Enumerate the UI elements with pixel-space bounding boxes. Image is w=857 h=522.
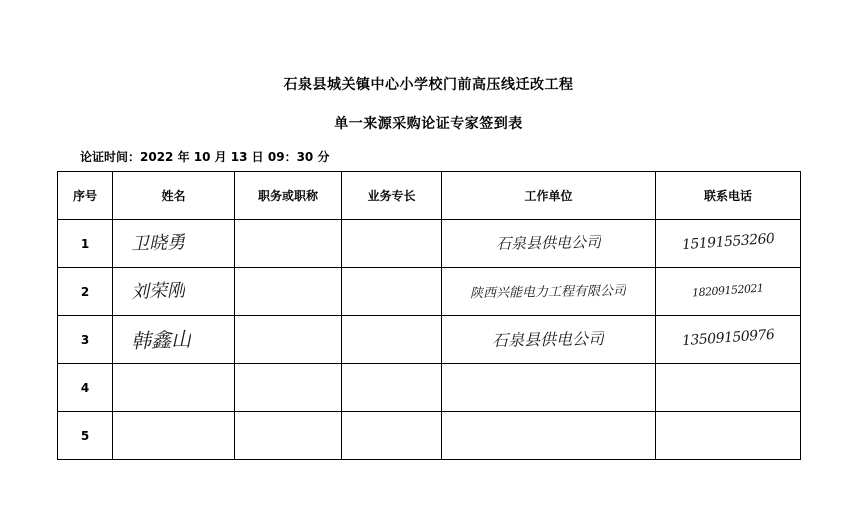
name-cell: [113, 364, 235, 412]
title-cell: [235, 412, 342, 460]
row-number: 5: [58, 412, 113, 460]
specialty-cell: [342, 220, 442, 268]
specialty-cell: [342, 412, 442, 460]
row-number: 2: [58, 268, 113, 316]
name-cell: [113, 268, 235, 316]
unit-signature: 陕西兴能电力工程有限公司: [470, 283, 627, 301]
header-unit: 工作单位: [442, 172, 656, 220]
header-no: 序号: [58, 172, 113, 220]
unit-cell: [442, 220, 656, 268]
phone-cell: [656, 412, 801, 460]
unit-cell: [442, 316, 656, 364]
name-cell: [113, 316, 235, 364]
meeting-time: 论证时间：2022 年 10 月 13 日 09：30 分: [80, 150, 330, 164]
unit-signature: 石泉县供电公司: [495, 232, 602, 253]
unit-cell: [442, 364, 656, 412]
table-row: [58, 412, 801, 460]
title-cell: [235, 364, 342, 412]
document-title: 石泉县城关镇中心小学校门前高压线迁改工程: [283, 77, 574, 93]
unit-cell: [442, 268, 656, 316]
table-row: [58, 268, 801, 316]
title-cell: [235, 220, 342, 268]
phone-signature: 18209152021: [691, 281, 765, 299]
phone-signature: 13509150976: [681, 326, 775, 350]
specialty-cell: [342, 364, 442, 412]
table-header-row: [58, 172, 801, 220]
name-cell: [113, 412, 235, 460]
name-signature: 刘荣刚: [130, 280, 186, 303]
row-number: 4: [58, 364, 113, 412]
specialty-cell: [342, 316, 442, 364]
title-cell: [235, 316, 342, 364]
name-cell: [113, 220, 235, 268]
header-title: 职务或职称: [235, 172, 342, 220]
phone-signature: 15191553260: [681, 230, 775, 254]
phone-cell: [656, 316, 801, 364]
phone-cell: [656, 220, 801, 268]
document-subtitle: 单一来源采购论证专家签到表: [334, 116, 523, 132]
header-specialty: 业务专长: [342, 172, 442, 220]
phone-cell: [656, 364, 801, 412]
row-number: 1: [58, 220, 113, 268]
specialty-cell: [342, 268, 442, 316]
unit-signature: 石泉县供电公司: [492, 328, 605, 350]
phone-cell: [656, 268, 801, 316]
table-row: [58, 316, 801, 364]
table-row: [58, 220, 801, 268]
name-signature: 韩鑫山: [130, 326, 192, 353]
name-signature: 卫晓勇: [130, 232, 186, 255]
sign-in-table: [57, 171, 801, 460]
table-row: [58, 364, 801, 412]
header-name: 姓名: [113, 172, 235, 220]
unit-cell: [442, 412, 656, 460]
header-phone: 联系电话: [656, 172, 801, 220]
row-number: 3: [58, 316, 113, 364]
title-cell: [235, 268, 342, 316]
